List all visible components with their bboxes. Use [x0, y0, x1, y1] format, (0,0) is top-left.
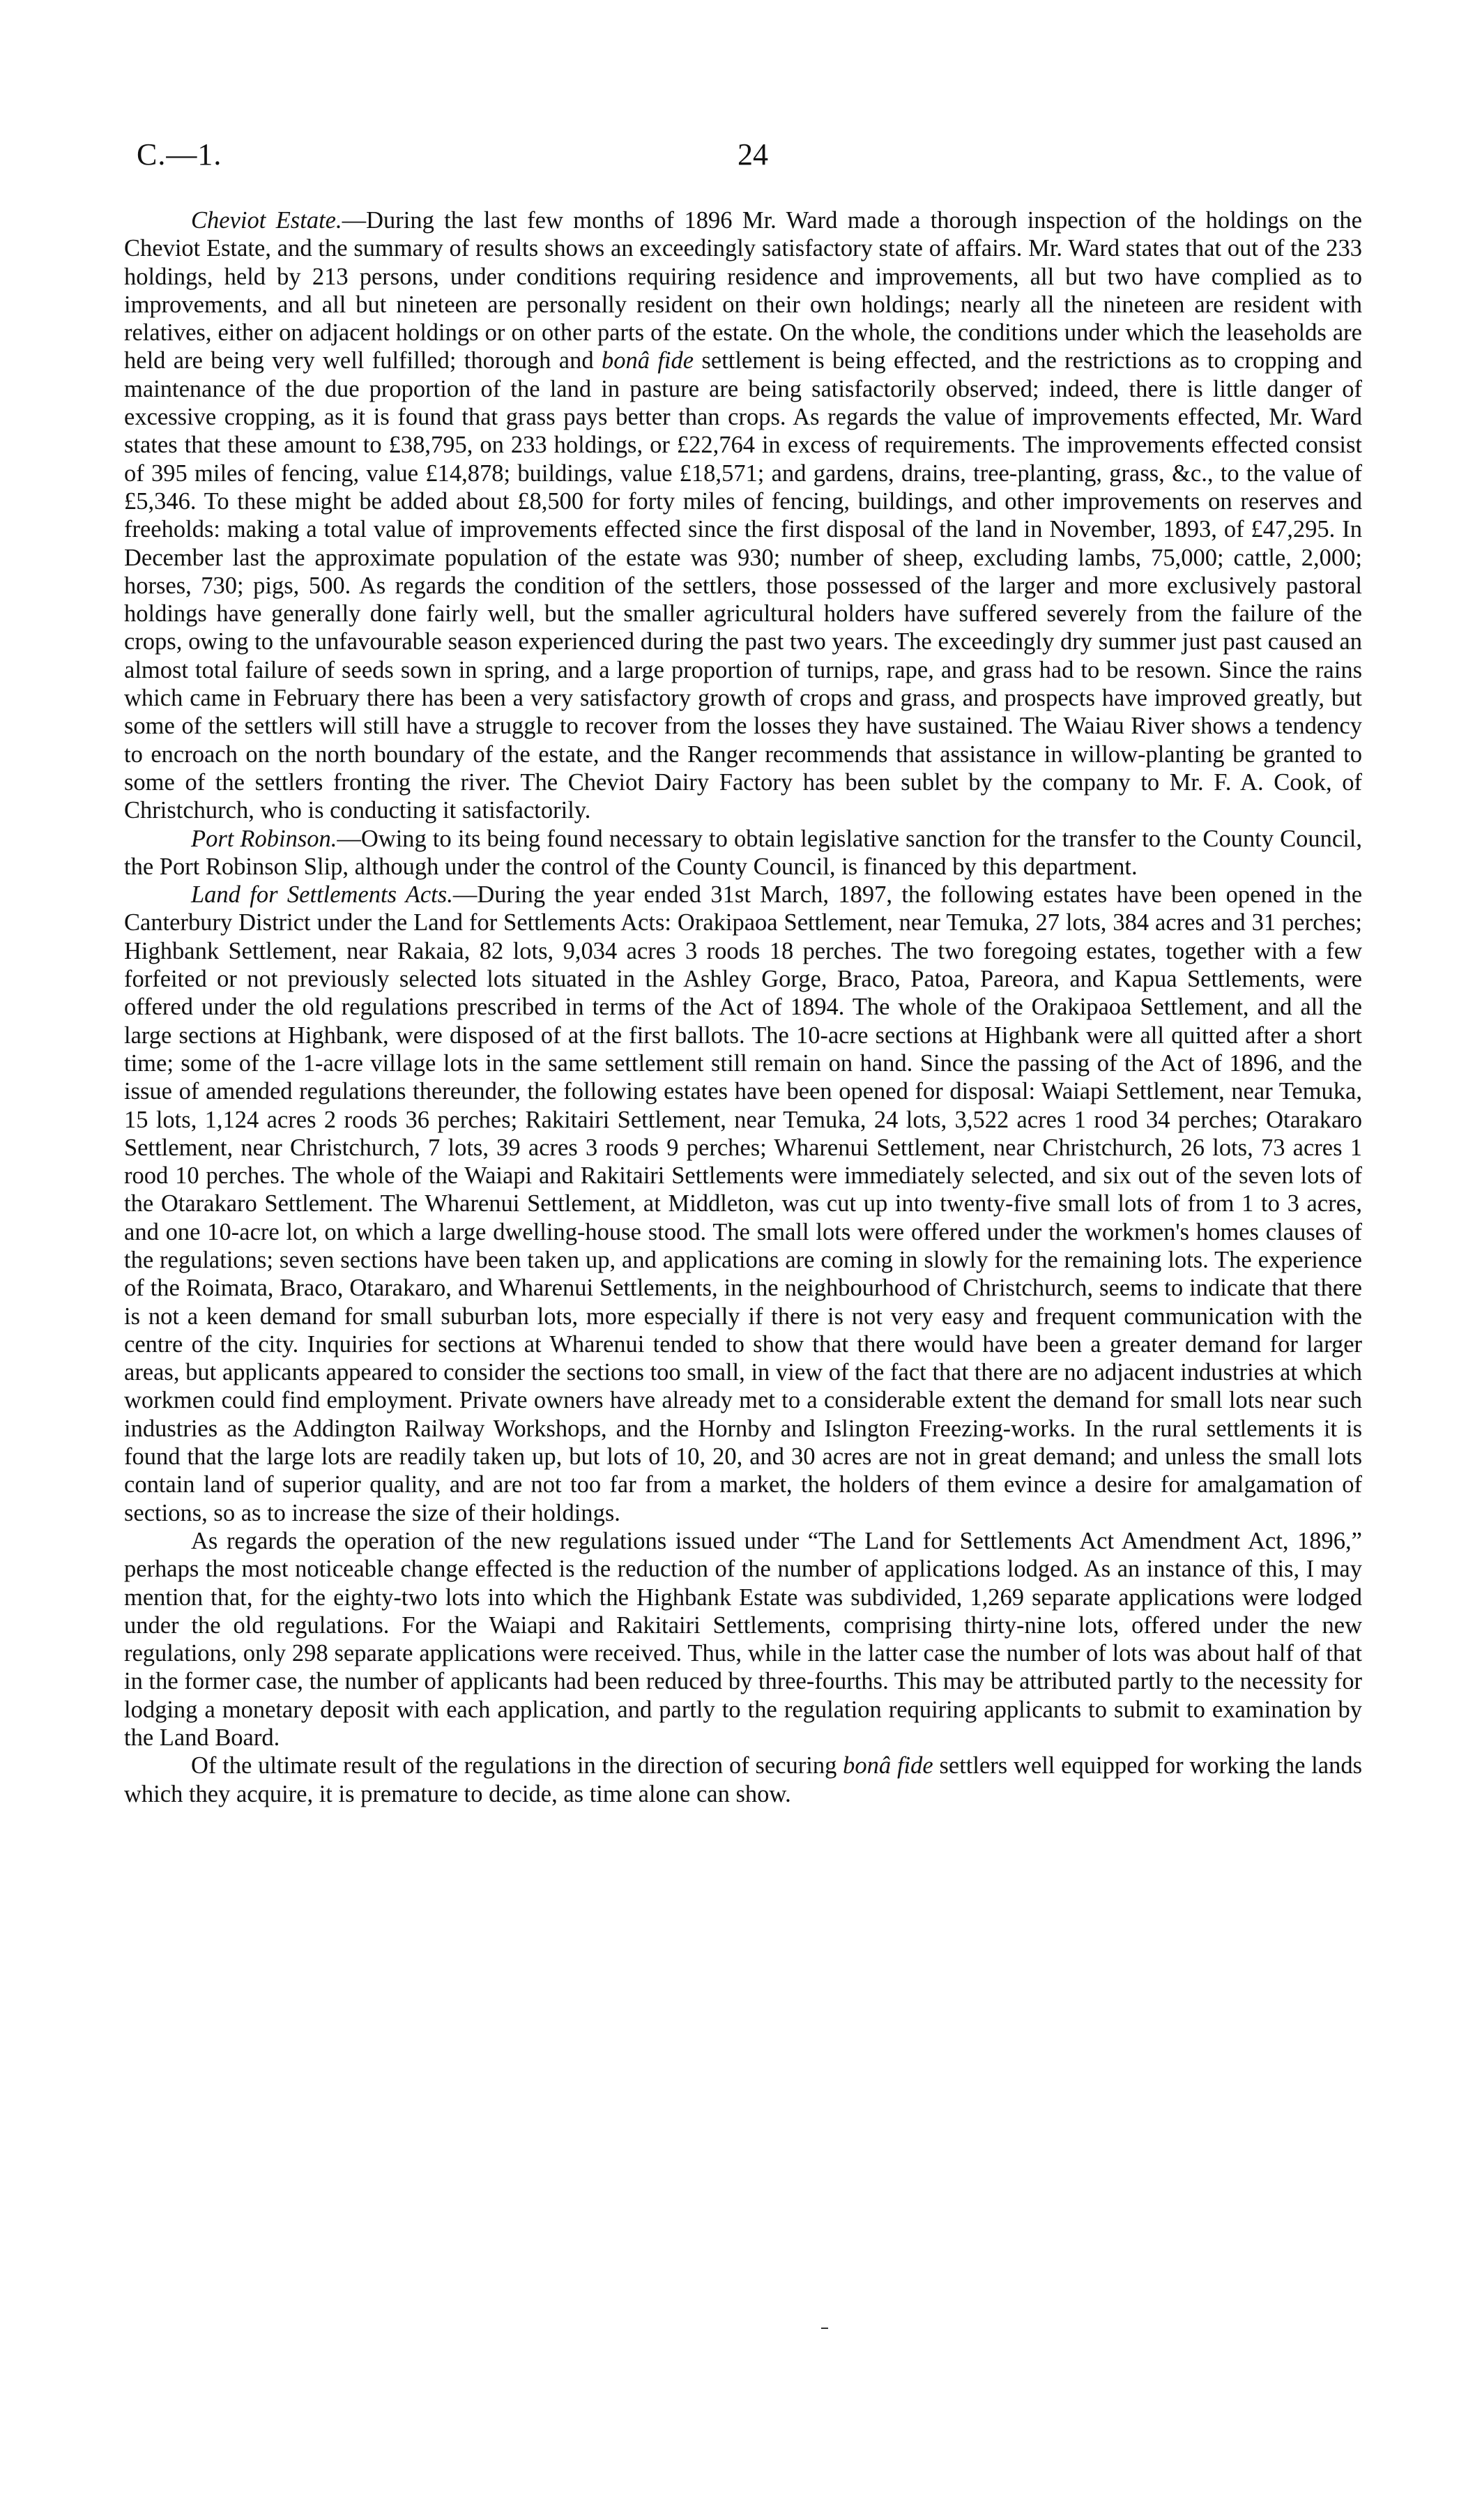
paragraph-ultimate-result [124, 1752, 1362, 1808]
paragraph-heading: Land for Settlements Acts. [191, 881, 453, 909]
body-text [124, 206, 1362, 1808]
paragraph-text: settlers well equipped for working the lands which they acquire, it is premature to decide, as time alone can show. [124, 1752, 1362, 1807]
page-header [0, 137, 1482, 179]
paragraph-cheviot-estate [124, 206, 1362, 825]
paragraph-text: —During the last few months of 1896 Mr. Ward made a thorough inspection of the holdings on the Cheviot Estate, and the summary of results shows an exceedingly satisfactory state of affairs. Mr. Ward states that out of the 233 holdings, held by 213 persons, under conditions requiring residence and improvements, all but two have complied as to improvements, and all but nineteen are personally resident on their own holdings; nearly all the nineteen are resident with relatives, either on adjacent holdings or on other parts of the estate. On the whole, the conditions under which the leaseholds are held are being very well fulfilled; thorough and [124, 207, 1362, 374]
page-number: 24 [738, 137, 768, 172]
paragraph-heading: Port Robinson. [191, 825, 337, 852]
paragraph-text: Of the ultimate result of the regulations in the direction of securing [191, 1752, 843, 1779]
paragraph-port-robinson [124, 825, 1362, 881]
footer-mark [821, 2328, 828, 2329]
document-code: C.—1. [137, 137, 222, 172]
paragraph-text: As regards the operation of the new regulations issued under “The Land for Settlements Act Amendment Act, 1896,” perhaps the most noticeable change effected is the reduction of the number of applications lodged. As an instance of this, I may mention that, for the eighty-two lots into which the Highbank Estate was subdivided, 1,269 separate applications were lodged under the old regulations. For the Waiapi and Rakitairi Settlements, comprising thirty-nine lots, offered under the new regulations, only 298 separate applications were received. Thus, while in the latter case the number of lots was about half of that in the former case, the number of applicants had been reduced by three-fourths. This may be attributed partly to the necessity for lodging a monetary deposit with each application, and partly to the regulation requiring applicants to submit to examination by the Land Board. [124, 1527, 1362, 1752]
italic-phrase: bonâ fide [601, 347, 694, 374]
paragraph-text: —During the year ended 31st March, 1897, the following estates have been opened in the Canterbury District under the Land for Settlements Acts: Orakipaoa Settlement, near Temuka, 27 lots, 384 acres and 31 perches; Highbank Settlement, near Rakaia, 82 lots, 9,034 acres 3 roods 18 perches. The two foregoing estates, together with a few forfeited or not previously selected lots situated in the Ashley Gorge, Braco, Patoa, Pareora, and Kapua Settlements, were offered under the old regulations prescribed in terms of the Act of 1894. The whole of the Orakipaoa Settlement, and all the large sections at Highbank, were disposed of at the first ballots. The 10-acre sections at Highbank were all quitted after a short time; some of the 1-acre village lots in the same settlement still remain on hand. Since the passing of the Act of 1896, and the issue of amended regulations thereunder, the following estates have been opened for disposal: Waiapi Settlement, near Temuka, 15 lots, 1,124 acres 2 roods 36 perches; Rakitairi Settlement, near Temuka, 24 lots, 3,522 acres 1 rood 34 perches; Otarakaro Settlement, near Christchurch, 7 lots, 39 acres 3 roods 9 perches; Wharenui Settlement, near Christchurch, 26 lots, 73 acres 1 rood 10 perches. The whole of the Waiapi and Rakitairi Settlements were immediately selected, and six out of the seven lots of the Otarakaro Settlement. The Wharenui Settlement, at Middleton, was cut up into twenty-five small lots of from 1 to 3 acres, and one 10-acre lot, on which a large dwelling-house stood. The small lots were offered under the workmen's homes clauses of the regulations; seven sections have been taken up, and applications are coming in slowly for the remaining lots. The experience of the Roimata, Braco, Otarakaro, and Wharenui Settlements, in the neighbourhood of Christchurch, seems to indicate that there is not a keen demand for small suburban lots, more especially if there is not very easy and frequent communication with the centre of the city. Inquiries for sections at Wharenui tended to show that there would have been a greater demand for larger areas, but applicants appeared to consider the sections too small, in view of the fact that there are no adjacent industries at which workmen could find employment. Private owners have already met to a considerable extent the demand for small lots near such industries as the Addington Railway Workshops, and the Hornby and Islington Freezing-works. In the rural settlements it is found that the large lots are readily taken up, but lots of 10, 20, and 30 acres are not in great demand; and unless the small lots contain land of superior quality, and are not too far from a market, the holders of them evince a desire for amalgamation of sections, so as to increase the size of their holdings. [124, 881, 1363, 1526]
paragraph-text: —Owing to its being found necessary to obtain legislative sanction for the transfer to the County Council, the Port Robinson Slip, although under the control of the County Council, is financed by this department. [124, 825, 1362, 880]
paragraph-heading: Cheviot Estate. [191, 207, 342, 234]
paragraph-land-for-settlements [124, 881, 1362, 1527]
paragraph-text: settlement is being effected, and the restrictions as to cropping and maintenance of the due proportion of the land in pasture are being satisfactorily observed; indeed, there is little danger of excessive cropping, as it is found that grass pays better than crops. As regards the value of improvements effected, Mr. Ward states that these amount to £38,795, on 233 holdings, or £22,764 in excess of requirements. The improvements effected consist of 395 miles of fencing, value £14,878; buildings, value £18,571; and gardens, drains, tree-planting, grass, &c., to the value of £5,346. To these might be added about £8,500 for forty miles of fencing, buildings, and other improvements on reserves and freeholds: making a total value of improvements effected since the first disposal of the land in November, 1893, of £47,295. In December last the approximate population of the estate was 930; number of sheep, excluding lambs, 75,000; cattle, 2,000; horses, 730; pigs, 500. As regards the condition of the settlers, those possessed of the larger and more exclusively pastoral holdings have generally done fairly well, but the smaller agricultural holders have suffered severely from the failure of the crops, owing to the unfavourable season experienced during the past two years. The exceedingly dry summer just past caused an almost total failure of seeds sown in spring, and a large proportion of turnips, rape, and grass had to be resown. Since the rains which came in February there has been a very satisfactory growth of crops and grass, and prospects have improved greatly, but some of the settlers will still have a struggle to recover from the losses they have sustained. The Waiau River shows a tendency to encroach on the north boundary of the estate, and the Ranger recommends that assistance in willow-planting be granted to some of the settlers fronting the river. The Cheviot Dairy Factory has been sublet by the company to Mr. F. A. Cook, of Christchurch, who is conducting it satisfactorily. [124, 347, 1362, 824]
paragraph-new-regulations [124, 1527, 1362, 1752]
italic-phrase: bonâ fide [843, 1752, 933, 1779]
